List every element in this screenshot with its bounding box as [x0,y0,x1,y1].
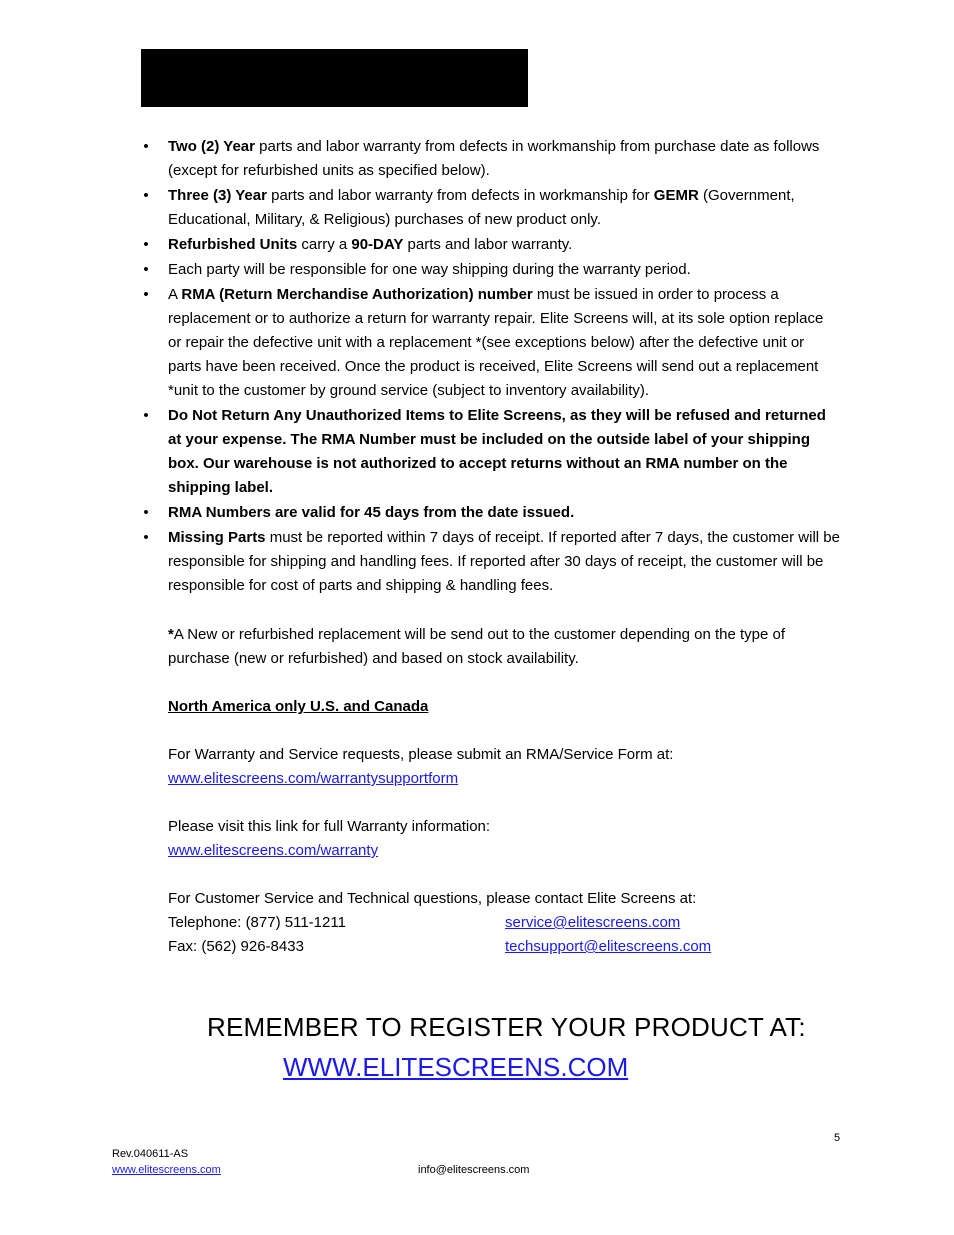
footer-site-link[interactable]: www.elitescreens.com [112,1164,221,1176]
warranty-bullet-item [140,501,840,525]
bullet-icon: • [143,187,149,204]
fax-text: Fax: (562) 926-8433 [168,938,304,955]
warranty-bullet-item [140,233,840,257]
warranty-terms-list [140,135,840,599]
service-email-link[interactable]: service@elitescreens.com [505,914,681,931]
contact-block [168,887,848,959]
bullet-icon: • [143,138,149,155]
bullet-bold-text: Three (3) Year [168,187,267,204]
footer-email: info@elitescreens.com [418,1164,530,1176]
bullet-bold-text: 90-DAY [351,236,404,253]
note-asterisk: * [168,626,174,643]
register-url-link[interactable]: WWW.ELITESCREENS.COM [283,1052,629,1082]
bullet-text: A [168,286,182,303]
telephone-row [168,911,848,935]
bullet-icon: • [143,407,149,424]
bullet-bold-text: Refurbished Units [168,236,298,253]
warranty-info-block [168,815,848,863]
bullet-bold-text: Missing Parts [168,529,266,546]
fax-row [168,935,848,959]
bullet-text: carry a [297,236,352,253]
bullet-text: (Government, Educational, Military, & Religious) purchases of new product only. [168,187,795,228]
warranty-request-text: For Warranty and Service requests, please submit an RMA/Service Form at: [168,746,674,763]
warranty-bullet-item [140,404,840,500]
bullet-bold-text: Do Not Return Any Unauthorized Items to Elite Screens, as they will be refused and returned at your expense. The RMA Number must be included on the outside label of your shipping box. Our warehouse is not authorized to accept returns without an RMA number on the shipping label. [168,407,826,496]
replacement-note [168,623,848,671]
bullet-icon: • [143,529,149,546]
bullet-bold-text: GEMR [653,187,699,204]
warranty-bullet-item [140,184,840,232]
bullet-bold-text: RMA Numbers are valid for 45 days from the date issued. [168,504,575,521]
warranty-support-form-link[interactable]: www.elitescreens.com/warrantysupportform [168,770,459,787]
redacted-header-bar [141,49,528,107]
bullet-text: parts and labor warranty from defects in workmanship from purchase date as follows (except for refurbished units as specified below). [168,138,820,179]
techsupport-email-link[interactable]: techsupport@elitescreens.com [505,938,712,955]
bullet-text: parts and labor warranty from defects in workmanship for [266,187,654,204]
warranty-request-block [168,743,848,791]
register-reminder: REMEMBER TO REGISTER YOUR PRODUCT AT: [207,1012,806,1042]
warranty-link[interactable]: www.elitescreens.com/warranty [168,842,379,859]
bullet-icon: • [143,286,149,303]
bullet-icon: • [143,236,149,253]
warranty-bullet-item [140,283,840,403]
bullet-icon: • [143,504,149,521]
warranty-info-text: Please visit this link for full Warranty information: [168,818,491,835]
warranty-bullet-item [140,526,840,598]
bullet-text: must be reported within 7 days of receipt. If reported after 7 days, the customer will be responsible for shipping and handling fees. If reported after 30 days of receipt, the customer will be responsible for cost of parts and shipping & handling fees. [168,529,840,594]
note-text: A New or refurbished replacement will be send out to the customer depending on the type of purchase (new or refurbished) and based on stock availability. [168,626,786,667]
footer-revision: Rev.040611-AS [112,1148,189,1160]
bullet-text: parts and labor warranty. [403,236,573,253]
warranty-bullet-item [140,258,840,282]
region-heading: North America only U.S. and Canada [168,698,429,715]
bullet-text: Each party will be responsible for one way shipping during the warranty period. [168,261,691,278]
page-number: 5 [834,1132,841,1144]
bullet-icon: • [143,261,149,278]
warranty-bullet-item [140,135,840,183]
bullet-bold-text: RMA (Return Merchandise Authorization) number [181,286,533,303]
contact-intro: For Customer Service and Technical questions, please contact Elite Screens at: [168,890,697,907]
bullet-text: must be issued in order to process a replacement or to authorize a return for warranty repair. Elite Screens will, at its sole option replace or repair the defective unit with a replacement *(see exceptions below) after the defective unit or parts have been received. Once the product is received, Elite Screens will send out a replacement *unit to the customer by ground service (subject to inventory availability). [168,286,824,399]
telephone-text: Telephone: (877) 511-1211 [168,914,346,931]
bullet-bold-text: Two (2) Year [168,138,255,155]
